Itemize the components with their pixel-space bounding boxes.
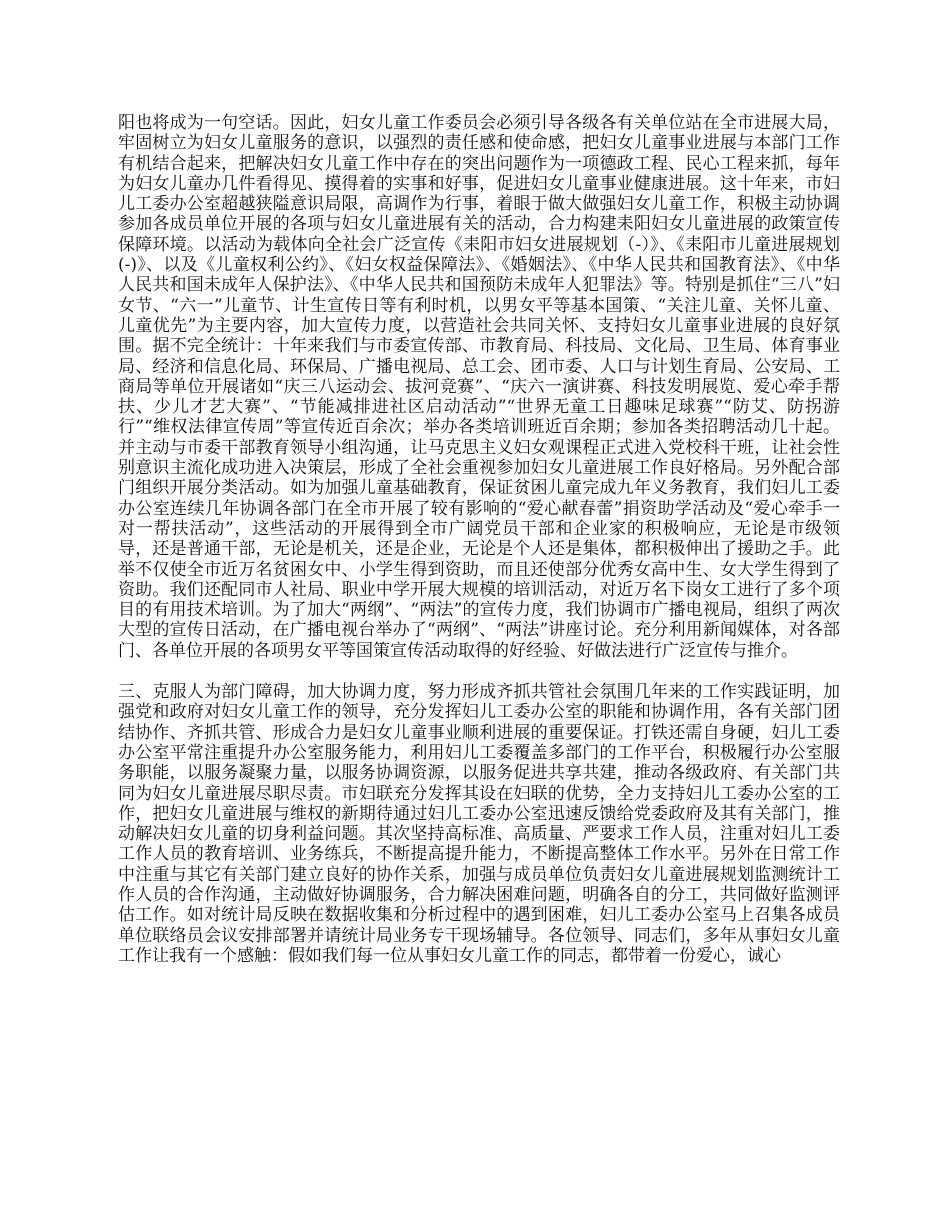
body-paragraph-1: 阳也将成为一句空话。因此，妇女儿童工作委员会必须引导各级各有关单位站在全市进展大局，牢固树立为妇女儿童服务的意识，以强烈的责任感和使命感，把妇女儿童事业进展与本部门工作有机结合起来，把解决妇女儿童工作中存在的突出问题作为一项德政工程、民心工程来抓，每年为妇女儿童办几件看得见、摸得着的实事和好事，促进妇女儿童事业健康进展。这十年来，市妇儿工委办公室超越狭隘意识局限，高调作为行事，着眼于做大做强妇女儿童工作，积极主动协调参加各成员单位开展的各项与妇女儿童进展有关的活动，合力构建耒阳妇女儿童进展的政策宣传保障环境。以活动为载体向全社会广泛宣传《耒阳市妇女进展规划（-）》、《耒阳市儿童进展规划(-)》、以及《儿童权利公约》、《妇女权益保障法》、《婚姻法》、《中华人民共和国教育法》、《中华人民共和国未成年人保护法》、《中华人民共和国预防未成年人犯罪法》等。特别是抓住“三八”妇女节、“六一”儿童节、计生宣传日等有利时机，以男女平等基本国策、“关注儿童、关怀儿童、儿童优先”为主要内容，加大宣传力度，以营造社会共同关怀、支持妇女儿童事业进展的良好氛围。据不完全统计：十年来我们与市委宣传部、市教育局、科技局、文化局、卫生局、体育事业局、经济和信息化局、环保局、广播电视局、总工会、团市委、人口与计划生育局、公安局、工商局等单位开展诸如“庆三八运动会、拔河竞赛”、“庆六一演讲赛、科技发明展览、爱心牵手帮扶、少儿才艺大赛”、“节能减排进社区启动活动”“世界无童工日趣味足球赛”“防艾、防拐游行”“维权法律宣传周”等宣传近百余次；举办各类培训班近百余期；参加各类招聘活动几十起。并主动与市委干部教育领导小组沟通，让马克思主义妇女观课程正式进入党校科干班，让社会性别意识主流化成功进入决策层，形成了全社会重视参加妇女儿童进展工作良好格局。另外配合部门组织开展分类活动。如为加强儿童基础教育，保证贫困儿童完成九年义务教育，我们妇儿工委办公室连续几年协调各部门在全市开展了较有影响的“爱心献春蕾”捐资助学活动及“爱心牵手一对一帮扶活动”，这些活动的开展得到全市广阔党员干部和企业家的积极响应，无论是市级领导，还是普通干部，无论是机关，还是企业，无论是个人还是集体，都积极伸出了援助之手。此举不仅使全市近万名贫困女中、小学生得到资助，而且还使部分优秀女高中生、女大学生得到了资助。我们还配同市人社局、职业中学开展大规模的培训活动，对近万名下岗女工进行了多个项目的有用技术培训。为了加大“两纲”、“两法”的宣传力度，我们协调市广播电视局，组织了两次大型的宣传日活动，在广播电视台举办了“两纲”、“两法”讲座讨论。充分利用新闻媒体，对各部门、各单位开展的各项男女平等国策宣传活动取得的好经验、好做法进行广泛宣传与推介。 [118, 113, 840, 661]
document-body [118, 113, 840, 966]
body-paragraph-2: 三、克服人为部门障碍，加大协调力度，努力形成齐抓共管社会氛围几年来的工作实践证明，加强党和政府对妇女儿童工作的领导，充分发挥妇儿工委办公室的职能和协调作用，各有关部门团结协作、齐抓共管、形成合力是妇女儿童事业顺利进展的重要保证。打铁还需自身硬，妇儿工委办公室平常注重提升办公室服务能力，利用妇儿工委覆盖多部门的工作平台，积极履行办公室服务职能，以服务凝聚力量，以服务协调资源，以服务促进共享共建，推动各级政府、有关部门共同为妇女儿童进展尽职尽责。市妇联充分发挥其设在妇联的优势，全力支持妇儿工委办公室的工作，把妇女儿童进展与维权的新期待通过妇儿工委办公室迅速反馈给党委政府及其有关部门，推动解决妇女儿童的切身利益问题。其次坚持高标准、高质量、严要求工作人员，注重对妇儿工委工作人员的教育培训、业务练兵，不断提高提升能力，不断提高整体工作水平。另外在日常工作中注重与其它有关部门建立良好的协作关系，加强与成员单位负责妇女儿童进展规划监测统计工作人员的合作沟通，主动做好协调服务，合力解决困难问题，明确各自的分工，共同做好监测评估工作。如对统计局反映在数据收集和分析过程中的遇到困难，妇儿工委办公室马上召集各成员单位联络员会议安排部署并请统计局业务专干现场辅导。各位领导、同志们，多年从事妇女儿童工作让我有一个感触：假如我们每一位从事妇女儿童工作的同志，都带着一份爱心，诚心 [118, 682, 840, 966]
